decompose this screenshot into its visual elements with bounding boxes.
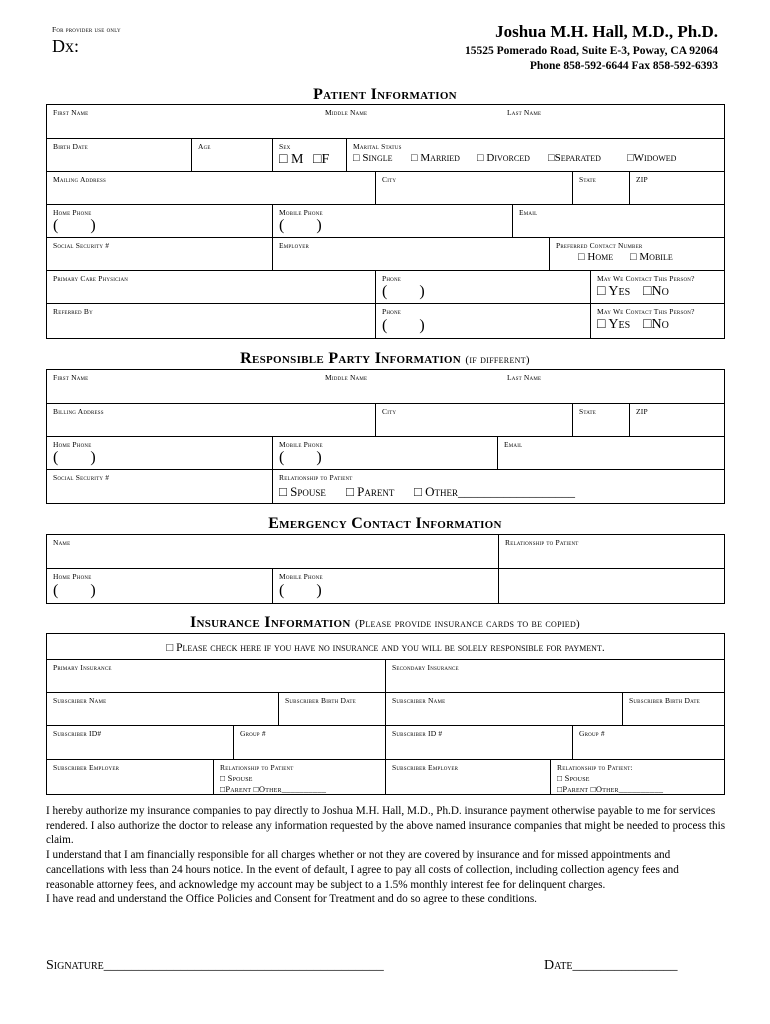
resp-ssn-label: Social Security # xyxy=(53,473,110,482)
responsible-section-title xyxy=(0,350,770,368)
city-label: City xyxy=(382,175,397,184)
middle-name-label: Middle Name xyxy=(325,108,368,117)
emergency-relationship-label: Relationship to Patient xyxy=(505,538,579,547)
resp-mobile-phone-field[interactable] xyxy=(272,436,498,470)
primary-group-label: Group # xyxy=(240,729,266,738)
pcp-phone-area: ( ) xyxy=(382,283,425,300)
referred-phone-area: ( ) xyxy=(382,317,425,334)
responsible-name-field[interactable] xyxy=(46,369,725,404)
pcp-phone-field[interactable] xyxy=(375,270,591,304)
pcp-label: Primary Care Physician xyxy=(53,274,129,283)
pref-mobile-checkbox[interactable]: □ Mobile xyxy=(630,251,673,263)
patient-name-field[interactable] xyxy=(46,104,725,139)
sex-label: Sex xyxy=(279,142,291,151)
secondary-group-field[interactable] xyxy=(572,725,725,760)
home-phone-label: Home Phone xyxy=(53,208,92,217)
mobile-phone-label: Mobile Phone xyxy=(279,208,323,217)
primary-subscriber-birth-field[interactable] xyxy=(278,692,386,726)
resp-parent-checkbox[interactable]: □ Parent xyxy=(346,484,395,499)
doctor-name: Joshua M.H. Hall, M.D., Ph.D. xyxy=(495,22,718,41)
pref-home-checkbox[interactable]: □ Home xyxy=(578,251,614,263)
secondary-relationship-field[interactable] xyxy=(550,759,725,795)
resp-home-phone-label: Home Phone xyxy=(53,440,92,449)
insurance-subtitle: (Please provide insurance cards to be copied) xyxy=(354,618,581,630)
office-phones: Phone 858-592-6644 Fax 858-592-6393 xyxy=(529,60,718,72)
emergency-home-phone-label: Home Phone xyxy=(53,572,92,581)
mailing-address-label: Mailing Address xyxy=(53,175,106,184)
primary-insurance-field[interactable] xyxy=(46,659,386,693)
billing-address-label: Billing Address xyxy=(53,407,104,416)
state-label: State xyxy=(579,175,596,184)
referred-no-checkbox[interactable]: □No xyxy=(643,317,669,332)
signature-line[interactable]: Signature________________________________________ xyxy=(46,958,384,973)
resp-mobile-phone-label: Mobile Phone xyxy=(279,440,323,449)
secondary-insurance-label: Secondary Insurance xyxy=(392,663,459,672)
pcp-yes-checkbox[interactable]: □ Yes xyxy=(597,284,631,299)
secondary-subscriber-id-label: Subscriber ID # xyxy=(392,729,443,738)
primary-subscriber-name-label: Subscriber Name xyxy=(53,696,107,705)
home-phone-field[interactable] xyxy=(46,204,273,238)
dx-label: Dx: xyxy=(52,36,79,56)
emergency-section-title: Emergency Contact Information xyxy=(268,515,502,532)
married-checkbox[interactable]: □ Married xyxy=(411,152,460,164)
employer-label: Employer xyxy=(279,241,310,250)
emergency-extra-field[interactable] xyxy=(498,568,725,604)
secondary-subscriber-employer-label: Subscriber Employer xyxy=(392,763,459,772)
referred-by-label: Referred By xyxy=(53,307,93,316)
resp-last-name-label: Last Name xyxy=(507,373,542,382)
secondary-subscriber-birth-label: Subscriber Birth Date xyxy=(629,696,700,705)
insurance-section-title xyxy=(0,614,770,632)
home-phone-area: ( ) xyxy=(53,217,96,234)
secondary-spouse-checkbox[interactable]: □ Spouse xyxy=(557,773,590,783)
resp-zip-field[interactable] xyxy=(629,403,725,437)
resp-first-name-label: First Name xyxy=(53,373,89,382)
marital-status-field[interactable] xyxy=(346,138,725,172)
secondary-group-label: Group # xyxy=(579,729,605,738)
resp-other-checkbox[interactable]: □ Other__________________ xyxy=(414,484,575,499)
office-address: 15525 Pomerado Road, Suite E-3, Poway, CA 92064 xyxy=(465,45,718,57)
zip-field[interactable] xyxy=(629,171,725,205)
separated-checkbox[interactable]: □Separated xyxy=(548,152,601,164)
mobile-phone-area: ( ) xyxy=(279,217,322,234)
resp-email-label: Email xyxy=(504,440,523,449)
emergency-home-phone-area: ( ) xyxy=(53,582,96,599)
zip-label: ZIP xyxy=(636,175,648,184)
consent-text xyxy=(46,804,726,907)
referred-may-contact-label: May We Contact This Person? xyxy=(597,307,695,316)
resp-state-field[interactable] xyxy=(572,403,630,437)
responsible-title-text: Responsible Party Information xyxy=(240,350,462,367)
resp-spouse-checkbox[interactable]: □ Spouse xyxy=(279,484,326,499)
mailing-address-field[interactable] xyxy=(46,171,376,205)
email-field[interactable] xyxy=(512,204,725,238)
age-label: Age xyxy=(198,142,211,151)
consent-policies: I have read and understand the Office Policies and Consent for Treatment and do so agree to these conditions. xyxy=(46,893,537,906)
sex-f-checkbox[interactable]: □F xyxy=(313,152,330,167)
billing-address-field[interactable] xyxy=(46,403,376,437)
emergency-name-field[interactable] xyxy=(46,534,499,569)
date-line[interactable]: Date_______________ xyxy=(544,958,678,973)
patient-section-title: Patient Information xyxy=(313,86,457,103)
birth-date-label: Birth Date xyxy=(53,142,88,151)
emergency-mobile-phone-label: Mobile Phone xyxy=(279,572,323,581)
sex-m-checkbox[interactable]: □ M xyxy=(279,152,304,167)
responsible-subtitle: (if different) xyxy=(465,354,530,366)
resp-ssn-field[interactable] xyxy=(46,469,273,504)
widowed-checkbox[interactable]: □Widowed xyxy=(627,152,677,164)
primary-subscriber-id-label: Subscriber ID# xyxy=(53,729,102,738)
employer-field[interactable] xyxy=(272,237,550,271)
single-checkbox[interactable]: □ Single xyxy=(353,152,393,164)
ssn-field[interactable] xyxy=(46,237,273,271)
secondary-subscriber-name-label: Subscriber Name xyxy=(392,696,446,705)
pcp-no-checkbox[interactable]: □No xyxy=(643,284,669,299)
secondary-parent-other-checkbox[interactable]: □Parent □Other__________ xyxy=(557,784,664,794)
referred-contact-field[interactable] xyxy=(590,303,725,339)
primary-subscriber-name-field[interactable] xyxy=(46,692,279,726)
ssn-label: Social Security # xyxy=(53,241,110,250)
emergency-mobile-phone-field[interactable] xyxy=(272,568,499,604)
resp-state-label: State xyxy=(579,407,596,416)
preferred-contact-field[interactable] xyxy=(549,237,725,271)
insurance-title-text: Insurance Information xyxy=(189,614,351,631)
emergency-mobile-phone-area: ( ) xyxy=(279,582,322,599)
primary-subscriber-id-field[interactable] xyxy=(46,725,234,760)
age-field[interactable] xyxy=(191,138,273,172)
last-name-label: Last Name xyxy=(507,108,542,117)
pcp-field[interactable] xyxy=(46,270,376,304)
birth-date-field[interactable] xyxy=(46,138,192,172)
primary-insurance-label: Primary Insurance xyxy=(53,663,112,672)
city-field[interactable] xyxy=(375,171,573,205)
secondary-subscriber-name-field[interactable] xyxy=(385,692,623,726)
resp-city-field[interactable] xyxy=(375,403,573,437)
emergency-home-phone-field[interactable] xyxy=(46,568,273,604)
pcp-contact-field[interactable] xyxy=(590,270,725,304)
resp-mobile-phone-area: ( ) xyxy=(279,449,322,466)
primary-subscriber-birth-label: Subscriber Birth Date xyxy=(285,696,356,705)
resp-home-phone-field[interactable] xyxy=(46,436,273,470)
emergency-name-label: Name xyxy=(53,538,71,547)
preferred-contact-label: Preferred Contact Number xyxy=(556,241,643,250)
primary-group-field[interactable] xyxy=(233,725,386,760)
pcp-phone-label: Phone xyxy=(382,274,402,283)
sex-field[interactable] xyxy=(272,138,347,172)
secondary-subscriber-employer-field[interactable] xyxy=(385,759,551,795)
primary-parent-other-checkbox[interactable]: □Parent □Other__________ xyxy=(220,784,327,794)
no-insurance-row[interactable] xyxy=(46,633,725,660)
pcp-may-contact-label: May We Contact This Person? xyxy=(597,274,695,283)
primary-subscriber-employer-label: Subscriber Employer xyxy=(53,763,120,772)
secondary-subscriber-birth-field[interactable] xyxy=(622,692,725,726)
primary-spouse-checkbox[interactable]: □ Spouse xyxy=(220,773,253,783)
secondary-relationship-label: Relationship to Patient: xyxy=(557,763,633,772)
resp-middle-name-label: Middle Name xyxy=(325,373,368,382)
email-label: Email xyxy=(519,208,538,217)
divorced-checkbox[interactable]: □ Divorced xyxy=(477,152,530,164)
referred-phone-label: Phone xyxy=(382,307,402,316)
emergency-relationship-field[interactable] xyxy=(498,534,725,569)
consent-financial: I understand that I am financially responsible for all charges whether or not they are covered by insurance and for missed appointments and cancellations with less than 24 hours notice. In the event of default, I agree to pay all costs of collection, including collection agency fees and reasonable attorney fees, and acknowledge my account may be subject to a 1.5% monthly interest fee for delinquent charges. xyxy=(46,849,679,891)
state-field[interactable] xyxy=(572,171,630,205)
primary-subscriber-employer-field[interactable] xyxy=(46,759,214,795)
resp-zip-label: ZIP xyxy=(636,407,648,416)
secondary-subscriber-id-field[interactable] xyxy=(385,725,573,760)
mobile-phone-field[interactable] xyxy=(272,204,513,238)
referred-phone-field[interactable] xyxy=(375,303,591,339)
resp-email-field[interactable] xyxy=(497,436,725,470)
consent-authorize: I hereby authorize my insurance companies to pay directly to Joshua M.H. Hall, M.D., Ph.D. insurance payment otherwise payable to me for services rendered. I also authorize the doctor to release any information requested by the above named insurance companies that might be needed to process this claim. xyxy=(46,805,726,847)
provider-use-label: For provider use only xyxy=(52,25,121,34)
resp-relationship-label: Relationship to Patient xyxy=(279,473,353,482)
no-insurance-checkbox[interactable]: □ Please check here if you have no insurance and you will be solely responsible for payment. xyxy=(166,642,605,654)
primary-relationship-label: Relationship to Patient xyxy=(220,763,294,772)
secondary-insurance-field[interactable] xyxy=(385,659,725,693)
resp-city-label: City xyxy=(382,407,397,416)
marital-status-label: Marital Status xyxy=(353,142,402,151)
resp-home-phone-area: ( ) xyxy=(53,449,96,466)
first-name-label: First Name xyxy=(53,108,89,117)
referred-yes-checkbox[interactable]: □ Yes xyxy=(597,317,631,332)
resp-relationship-field[interactable] xyxy=(272,469,725,504)
primary-relationship-field[interactable] xyxy=(213,759,386,795)
referred-by-field[interactable] xyxy=(46,303,376,339)
